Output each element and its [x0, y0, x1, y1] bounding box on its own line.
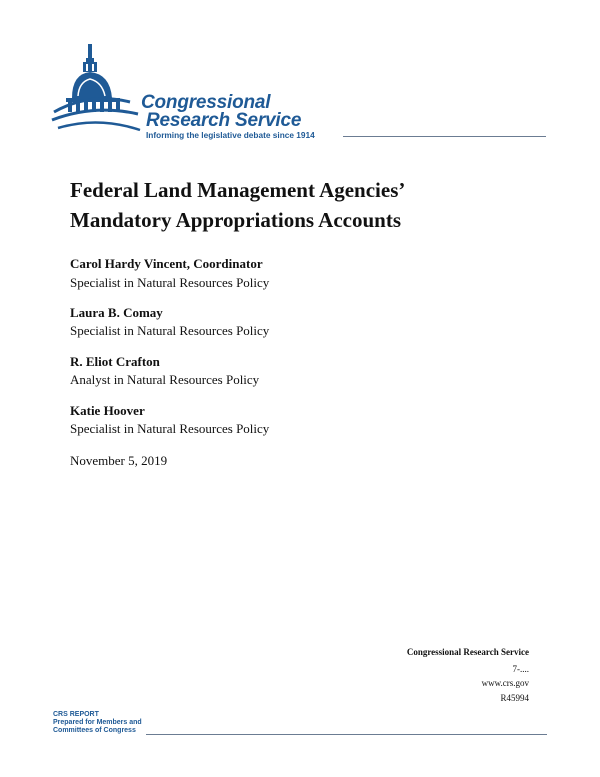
- report-date: November 5, 2019: [70, 453, 168, 468]
- author-name: Laura B. Comay: [70, 305, 163, 320]
- author-role: Specialist in Natural Resources Policy: [70, 421, 270, 436]
- footer-rule: [146, 734, 547, 735]
- author-name: Katie Hoover: [70, 403, 145, 418]
- footer-prepared-for: Prepared for Members and: [53, 719, 142, 726]
- author-name: Carol Hardy Vincent, Coordinator: [70, 256, 263, 271]
- tagline-rule: [343, 136, 546, 137]
- logo-brand-line2: Research Service: [146, 110, 302, 131]
- author-role: Analyst in Natural Resources Policy: [70, 372, 260, 387]
- author-name: R. Eliot Crafton: [70, 354, 160, 369]
- report-title-line2: Mandatory Appropriations Accounts: [70, 208, 401, 232]
- crs-name: Congressional Research Service: [406, 647, 529, 657]
- capitol-dome-icon: [50, 40, 150, 140]
- report-number: R45994: [500, 693, 529, 703]
- crs-website-link[interactable]: www.crs.gov: [481, 678, 529, 688]
- logo-brand-line1: Congressional: [141, 92, 271, 113]
- footer-committees: Committees of Congress: [53, 727, 136, 734]
- report-title: [70, 175, 550, 235]
- crs-code: 7-....: [512, 664, 529, 674]
- footer-crs-report: CRS REPORT: [53, 711, 99, 718]
- report-title-line1: Federal Land Management Agencies’: [70, 178, 406, 202]
- author-role: Specialist in Natural Resources Policy: [70, 275, 270, 290]
- author-role: Specialist in Natural Resources Policy: [70, 323, 270, 338]
- logo-tagline: Informing the legislative debate since 1914: [146, 130, 315, 140]
